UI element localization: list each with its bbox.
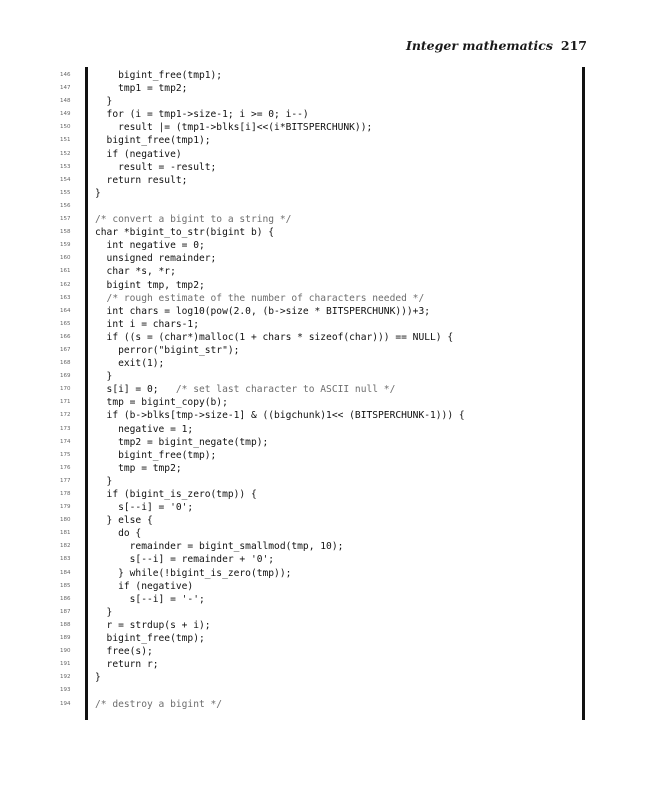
- line-number: 158: [60, 229, 71, 236]
- code-text: [95, 671, 101, 684]
- code-text: [95, 580, 193, 593]
- code-text-content: tmp = tmp2;: [95, 462, 182, 474]
- code-text-content: result = -result;: [95, 161, 217, 173]
- code-text-content: result |= (tmp1->blks[i]<<(i*BITSPERCHUNK));: [95, 122, 373, 134]
- line-number: 178: [60, 491, 71, 497]
- line-number: 177: [60, 477, 71, 484]
- line-number: 185: [60, 582, 71, 589]
- code-listing: [60, 67, 585, 720]
- code-text: [95, 331, 453, 344]
- code-text: [95, 187, 101, 200]
- line-number: 173: [60, 425, 71, 432]
- line-number: 170: [60, 386, 71, 393]
- code-text-content: if ((s = (char*)malloc(1 + chars * sizeof(char))) == NULL) {: [95, 331, 454, 343]
- code-line: [60, 213, 579, 226]
- code-text: [95, 226, 274, 239]
- line-number: 193: [60, 687, 71, 694]
- code-line: [60, 475, 579, 488]
- code-line: [60, 357, 579, 370]
- code-text-content: char *s, *r;: [95, 266, 176, 278]
- code-text-content: int negative = 0;: [95, 240, 205, 252]
- running-head-title: Integer mathematics: [405, 38, 553, 53]
- code-text: [95, 279, 205, 292]
- line-number: 161: [60, 268, 71, 275]
- code-text: [95, 514, 153, 527]
- code-text: [95, 318, 199, 331]
- line-number: 187: [60, 608, 71, 615]
- line-number: 179: [60, 504, 71, 511]
- code-line: [60, 383, 579, 396]
- code-text: [95, 357, 164, 370]
- code-line: [60, 540, 579, 553]
- code-text: [95, 645, 153, 658]
- code-line: [60, 580, 579, 593]
- line-number: 155: [60, 189, 71, 196]
- code-text-content: } while(!bigint_is_zero(tmp));: [95, 567, 292, 579]
- code-text: [95, 540, 343, 553]
- line-number: 188: [60, 621, 71, 628]
- line-number: 174: [60, 438, 71, 445]
- line-number: 181: [60, 530, 71, 537]
- code-line: [60, 161, 579, 174]
- code-line: [60, 108, 579, 121]
- code-text: [95, 148, 182, 161]
- line-number: 152: [60, 150, 71, 157]
- code-text-content: int chars = log10(pow(2.0, (b->size * BITSPERCHUNK)))+3;: [95, 305, 431, 317]
- code-text-content: /* convert a bigint to a string */: [95, 214, 292, 226]
- code-line: [60, 527, 579, 540]
- line-number: 162: [60, 281, 71, 288]
- code-line: [60, 396, 579, 409]
- line-number: 182: [60, 543, 71, 550]
- code-line: [60, 553, 579, 566]
- line-number: 159: [60, 242, 71, 249]
- code-text-content: bigint_free(tmp1);: [95, 135, 211, 147]
- code-line: [60, 292, 579, 305]
- line-number: 160: [60, 255, 71, 262]
- code-text-content: return r;: [95, 659, 159, 671]
- code-text: [95, 423, 193, 436]
- code-text-content: exit(1);: [95, 358, 165, 370]
- code-line: [60, 305, 579, 318]
- code-text: [95, 462, 182, 475]
- code-inline-comment: /* set last character to ASCII null */: [175, 384, 396, 396]
- code-comment: [95, 292, 424, 305]
- code-text-content: for (i = tmp1->size-1; i >= 0; i--): [95, 109, 309, 121]
- code-text-content: int i = chars-1;: [95, 318, 199, 330]
- code-text: [95, 344, 239, 357]
- code-line: [60, 148, 579, 161]
- line-number: 166: [60, 333, 71, 340]
- code-text-content: }: [95, 606, 113, 618]
- code-line: [60, 606, 579, 619]
- line-number: 150: [60, 124, 71, 131]
- code-text: [95, 69, 222, 82]
- code-text-content: /* rough estimate of the number of characters needed */: [95, 292, 425, 304]
- code-line: [60, 279, 579, 292]
- line-number: 169: [60, 373, 71, 380]
- code-line: [60, 514, 579, 527]
- code-text-content: if (b->blks[tmp->size-1] & ((bigchunk)1<< (BITSPERCHUNK-1))) {: [95, 410, 465, 422]
- line-number: 184: [60, 569, 71, 576]
- code-text: [95, 396, 228, 409]
- code-text: [95, 606, 112, 619]
- code-text: [95, 134, 211, 147]
- code-line: [60, 187, 579, 200]
- code-line: [60, 265, 579, 278]
- line-number: 180: [60, 517, 71, 524]
- line-number: 151: [60, 137, 71, 144]
- code-line: [60, 82, 579, 95]
- code-text-content: tmp2 = bigint_negate(tmp);: [95, 436, 269, 448]
- code-comment: [95, 698, 222, 711]
- line-number: 149: [60, 111, 71, 118]
- line-number: 176: [60, 464, 71, 471]
- code-text: [95, 161, 216, 174]
- code-line: [60, 658, 579, 671]
- code-line: [60, 567, 579, 580]
- code-line: [60, 344, 579, 357]
- code-line: [60, 121, 579, 134]
- code-line: [60, 698, 579, 711]
- code-text: [95, 265, 176, 278]
- code-right-rule: [582, 67, 585, 720]
- code-text: [95, 383, 395, 396]
- code-text: [95, 553, 274, 566]
- line-number: 168: [60, 360, 71, 367]
- line-number: 146: [60, 72, 71, 78]
- code-text-content: bigint_free(tmp);: [95, 449, 217, 461]
- code-line: [60, 69, 579, 82]
- code-text: [95, 409, 465, 422]
- line-number: 175: [60, 451, 71, 458]
- code-text-content: }: [95, 96, 113, 108]
- line-number: 192: [60, 674, 71, 681]
- code-text: [95, 658, 159, 671]
- code-text: [95, 174, 187, 187]
- code-text-content: if (negative): [95, 148, 182, 160]
- code-text: [95, 449, 216, 462]
- code-text: [95, 567, 291, 580]
- line-number: 172: [60, 412, 71, 419]
- code-line: [60, 318, 579, 331]
- code-line: [60, 134, 579, 147]
- code-text: [95, 593, 205, 606]
- line-number: 189: [60, 635, 71, 642]
- code-text-content: negative = 1;: [95, 423, 194, 435]
- code-line: [60, 684, 579, 697]
- code-line: [60, 174, 579, 187]
- code-text-content: }: [95, 672, 101, 684]
- code-line: [60, 462, 579, 475]
- code-line: [60, 632, 579, 645]
- code-line: [60, 671, 579, 684]
- code-text: [95, 632, 205, 645]
- code-text: [95, 475, 112, 488]
- code-text-content: bigint_free(tmp);: [95, 633, 205, 645]
- code-lines: [60, 69, 579, 711]
- code-line: [60, 449, 579, 462]
- code-line: [60, 226, 579, 239]
- code-text-content: perror("bigint_str");: [95, 344, 240, 356]
- code-text: [95, 121, 372, 134]
- code-line: [60, 370, 579, 383]
- code-line: [60, 252, 579, 265]
- code-line: [60, 200, 579, 213]
- line-number: 157: [60, 216, 71, 223]
- code-line: [60, 331, 579, 344]
- code-text-content: tmp1 = tmp2;: [95, 83, 188, 95]
- line-number: 164: [60, 307, 71, 314]
- code-line: [60, 501, 579, 514]
- code-text: [95, 619, 211, 632]
- line-number: 165: [60, 320, 71, 327]
- line-number: 183: [60, 556, 71, 563]
- code-text: [95, 305, 430, 318]
- code-text-content: s[--i] = '-';: [95, 593, 205, 605]
- code-text: [95, 95, 112, 108]
- code-text-content: bigint tmp, tmp2;: [95, 279, 205, 291]
- code-text: [95, 82, 187, 95]
- line-number: 148: [60, 98, 71, 105]
- line-number: 156: [60, 202, 71, 209]
- line-number: 186: [60, 595, 71, 602]
- line-number: 163: [60, 294, 71, 301]
- code-text-content: }: [95, 187, 101, 199]
- code-text-content: do {: [95, 528, 142, 540]
- page-number: 217: [560, 38, 587, 53]
- code-comment: [95, 213, 291, 226]
- code-text: [95, 488, 257, 501]
- code-text-content: return result;: [95, 174, 188, 186]
- code-text: [95, 252, 216, 265]
- code-text: [95, 436, 268, 449]
- code-text-content: }: [95, 475, 113, 487]
- line-number: 171: [60, 399, 71, 406]
- code-line: [60, 593, 579, 606]
- code-text-content: remainder = bigint_smallmod(tmp, 10);: [95, 541, 344, 553]
- code-text-content: } else {: [95, 515, 153, 527]
- code-text-content: if (bigint_is_zero(tmp)) {: [95, 489, 257, 500]
- code-text-content: }: [95, 371, 113, 383]
- code-line: [60, 95, 579, 108]
- line-number: 167: [60, 346, 71, 353]
- code-text: [95, 239, 205, 252]
- line-number: 154: [60, 176, 71, 183]
- code-text-content: s[i] = 0;: [95, 384, 176, 396]
- code-text-content: bigint_free(tmp1);: [95, 70, 223, 81]
- code-text-content: /* destroy a bigint */: [95, 698, 223, 710]
- code-text-content: r = strdup(s + i);: [95, 619, 211, 631]
- code-text-content: if (negative): [95, 580, 194, 592]
- code-text-content: s[--i] = '0';: [95, 502, 194, 514]
- code-line: [60, 423, 579, 436]
- code-text: [95, 108, 309, 121]
- line-number: 147: [60, 85, 71, 92]
- code-text-content: unsigned remainder;: [95, 253, 217, 265]
- running-head: [406, 38, 587, 53]
- line-number: 190: [60, 648, 71, 655]
- code-line: [60, 645, 579, 658]
- code-text-content: free(s);: [95, 646, 153, 658]
- code-line: [60, 436, 579, 449]
- line-number: 194: [60, 700, 71, 707]
- code-line: [60, 488, 579, 501]
- code-text: [95, 501, 193, 514]
- code-text: [95, 370, 112, 383]
- line-number: 153: [60, 163, 71, 170]
- code-line: [60, 409, 579, 422]
- code-line: [60, 619, 579, 632]
- code-text: [95, 527, 141, 540]
- line-number: 191: [60, 661, 71, 668]
- code-text-content: tmp = bigint_copy(b);: [95, 397, 228, 409]
- code-line: [60, 239, 579, 252]
- code-text-content: char *bigint_to_str(bigint b) {: [95, 227, 275, 239]
- code-text-content: s[--i] = remainder + '0';: [95, 554, 275, 566]
